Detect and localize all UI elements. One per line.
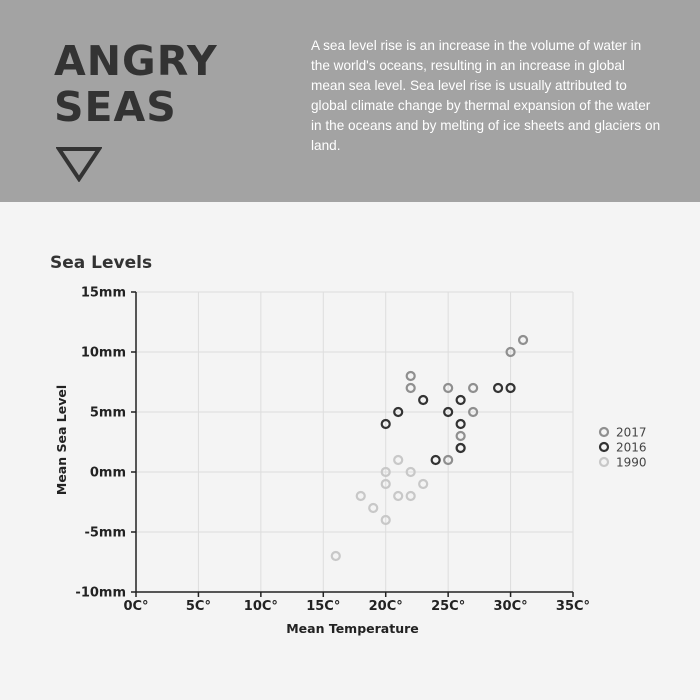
y-tick-label: 10mm [80, 345, 126, 361]
legend-marker-2016 [600, 443, 608, 451]
x-tick-label: 15C° [306, 599, 341, 614]
x-tick-label: 30C° [493, 599, 528, 614]
data-point-1990 [369, 504, 377, 512]
title-line-1: ANGRY [54, 37, 218, 85]
data-point-1990 [394, 456, 402, 464]
data-point-2016 [494, 384, 502, 392]
legend-label-1990: 1990 [616, 455, 647, 470]
chart-title: Sea Levels [50, 253, 153, 273]
x-tick-label: 25C° [431, 599, 466, 614]
data-point-2017 [469, 384, 477, 392]
data-point-2017 [519, 336, 527, 344]
data-point-2017 [407, 384, 415, 392]
data-point-2016 [419, 396, 427, 404]
x-tick-label: 20C° [368, 599, 403, 614]
description-text: A sea level rise is an increase in the volume of water in the world's oceans, resulting in an increase in global mean sea level. Sea level rise is usually attributed to global climate change by thermal expansion of the water in the oceans and by melting of ice sheets and glaciers on land. [311, 38, 661, 153]
data-point-2017 [457, 432, 465, 440]
y-tick-label: -10mm [75, 585, 126, 601]
data-point-2016 [457, 444, 465, 452]
x-tick-label: 5C° [185, 599, 211, 614]
x-axis-label: Mean Temperature [286, 621, 419, 636]
data-point-2016 [457, 420, 465, 428]
data-point-1990 [419, 480, 427, 488]
data-point-1990 [357, 492, 365, 500]
x-tick-label: 35C° [555, 599, 591, 614]
y-tick-label: 5mm [89, 405, 126, 421]
y-tick-label: -5mm [84, 525, 126, 541]
data-point-1990 [332, 552, 340, 560]
legend-marker-2017 [600, 428, 608, 436]
data-point-1990 [394, 492, 402, 500]
x-tick-label: 0C° [123, 599, 149, 614]
legend-label-2017: 2017 [616, 425, 647, 440]
title-line-2: SEAS [54, 83, 177, 131]
legend-label-2016: 2016 [616, 440, 647, 455]
y-axis-label: Mean Sea Level [54, 384, 69, 496]
data-point-1990 [407, 492, 415, 500]
data-point-2017 [407, 372, 415, 380]
data-point-2016 [432, 456, 440, 464]
legend-marker-1990 [600, 458, 608, 466]
y-tick-label: 0mm [89, 465, 126, 481]
data-point-2016 [457, 396, 465, 404]
x-tick-label: 10C° [243, 599, 278, 614]
y-tick-label: 15mm [80, 285, 126, 301]
